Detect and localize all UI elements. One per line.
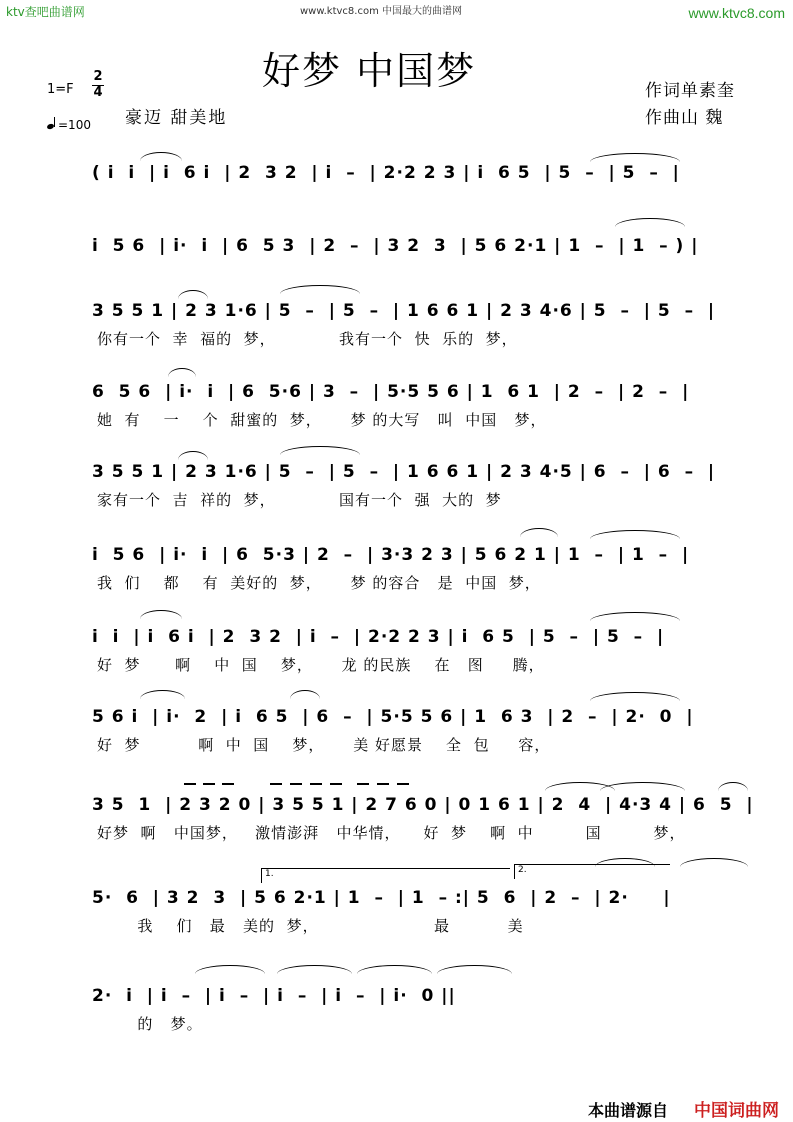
notation-row: 2· i | i – | i – | i – | i – | i· 0 || <box>92 986 456 1006</box>
slur-arc <box>595 858 655 867</box>
underline-mark <box>397 783 409 785</box>
lyrics-row: 好 梦 啊 中 国 梦， 美 好愿景 全 包 容， <box>97 736 551 754</box>
footer-label: 本曲谱源自 <box>588 1101 669 1120</box>
watermark-right: www.ktvc8.com <box>688 5 785 21</box>
notation-row: 5 6 i | i· 2 | i 6 5 | 6 – | 5·5 5 6 | 1 6 3 | 2 – | 2· 0 | <box>92 707 694 727</box>
slur-arc <box>590 530 680 539</box>
slur-arc <box>290 690 320 699</box>
composer: 作曲山 魏 <box>645 108 724 128</box>
slur-arc <box>140 610 182 619</box>
performance-style: 豪迈 甜美地 <box>125 108 228 128</box>
notation-row: i 5 6 | i· i | 6 5·3 | 2 – | 3·3 2 3 | 5 6 2 1 | 1 – | 1 – | <box>92 545 690 565</box>
lyrics-row: 好 梦 啊 中 国 梦， 龙 的民族 在 图 腾， <box>97 656 545 674</box>
slur-arc <box>168 368 196 377</box>
notation-row: ( i i | i 6 i | 2 3 2 | i – | 2·2 2 3 | i 6 5 | 5 – | 5 – | <box>92 163 680 183</box>
slur-arc <box>615 218 685 227</box>
time-signature <box>92 70 104 100</box>
slur-arc <box>140 152 182 161</box>
underline-mark <box>330 783 342 785</box>
slur-arc <box>280 446 360 455</box>
slur-arc <box>718 782 748 791</box>
slur-arc <box>680 858 748 867</box>
slur-arc <box>590 612 680 621</box>
notation-row: 3 5 5 1 | 2 3 1·6 | 5 – | 5 – | 1 6 6 1 | 2 3 4·5 | 6 – | 6 – | <box>92 462 716 482</box>
watermark-left: ktv查吧曲谱网 <box>6 5 85 19</box>
lyrics-row: 我 们 都 有 美好的 梦， 梦 的容合 是 中国 梦， <box>97 574 541 592</box>
slur-arc <box>280 285 360 294</box>
lyrics-row: 你有一个 幸 福的 梦， 我有一个 快 乐的 梦， <box>97 330 518 348</box>
volta-second-ending: 2. <box>514 864 670 879</box>
slur-arc <box>590 692 680 701</box>
notation-row: i i | i 6 i | 2 3 2 | i – | 2·2 2 3 | i 6 5 | 5 – | 5 – | <box>92 627 665 647</box>
footer-brand: 中国词曲网 <box>694 1101 779 1121</box>
underline-mark <box>310 783 322 785</box>
notation-row: 3 5 1 | 2 3 2 0 | 3 5 5 1 | 2 7 6 0 | 0 1 6 1 | 2 4 | 4·3 4 | 6 5 | <box>92 795 754 815</box>
slur-arc <box>178 290 208 299</box>
slur-arc <box>520 528 558 537</box>
lyrics-row: 好梦 啊 中国梦， 激情澎湃 中华情， 好 梦 啊 中 国 梦， <box>97 824 686 842</box>
credits <box>645 78 735 132</box>
tempo-marking <box>47 117 91 132</box>
quarter-note-icon <box>46 123 54 130</box>
underline-mark <box>203 783 215 785</box>
underline-mark <box>290 783 302 785</box>
slur-arc <box>357 965 432 974</box>
time-signature-bottom: 4 <box>93 85 103 100</box>
slur-arc <box>178 451 208 460</box>
lyrics-row: 她 有 一 个 甜蜜的 梦， 梦 的大写 叫 中国 梦， <box>97 411 547 429</box>
slur-arc <box>140 690 185 699</box>
key-signature: 1=F <box>47 82 74 97</box>
underline-mark <box>270 783 282 785</box>
song-title: 好梦 中国梦 <box>262 49 477 93</box>
notation-row: 3 5 5 1 | 2 3 1·6 | 5 – | 5 – | 1 6 6 1 | 2 3 4·6 | 5 – | 5 – | <box>92 301 716 321</box>
lyrics-row: 的 梦。 <box>97 1015 203 1033</box>
underline-mark <box>222 783 234 785</box>
lyrics-row: 家有一个 吉 祥的 梦， 国有一个 强 大的 梦 <box>97 491 502 509</box>
notation-row: 5· 6 | 3 2 3 | 5 6 2·1 | 1 – | 1 – :| 5 6 | 2 – | 2· | <box>92 888 671 908</box>
underline-mark <box>184 783 196 785</box>
notation-row: i 5 6 | i· i | 6 5 3 | 2 – | 3 2 3 | 5 6 2·1 | 1 – | 1 – ) | <box>92 236 699 256</box>
tempo-value: =100 <box>58 118 91 132</box>
notation-row: 6 5 6 | i· i | 6 5·6 | 3 – | 5·5 5 6 | 1 6 1 | 2 – | 2 – | <box>92 382 690 402</box>
slur-arc <box>590 153 680 162</box>
underline-mark <box>357 783 369 785</box>
lyricist: 作词单素奎 <box>645 81 735 101</box>
lyrics-row: 我 们 最 美的 梦， 最 美 <box>97 917 524 935</box>
underline-mark <box>377 783 389 785</box>
volta-first-ending: 1. <box>261 868 510 883</box>
slur-arc <box>600 782 685 791</box>
watermark-center: www.ktvc8.com 中国最大的曲谱网 <box>300 6 463 17</box>
slur-arc <box>195 965 265 974</box>
slur-arc <box>277 965 352 974</box>
slur-arc <box>437 965 512 974</box>
time-signature-top: 2 <box>93 69 103 84</box>
